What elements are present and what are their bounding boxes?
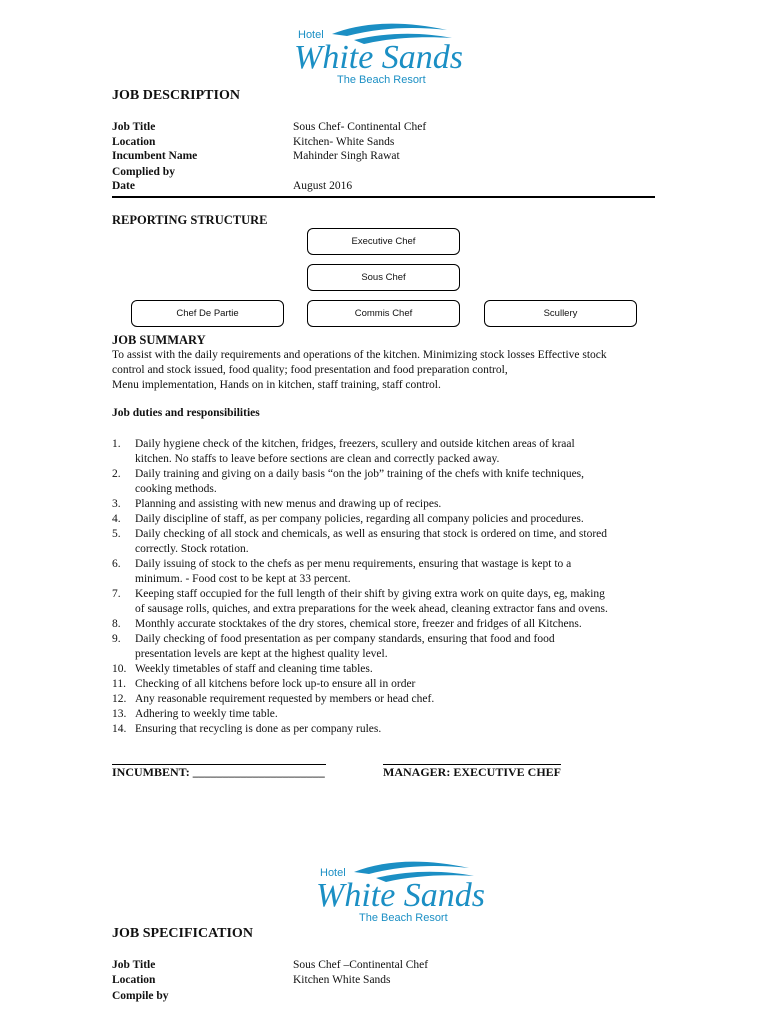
duty-text-line: Planning and assisting with new menus and drawing up of recipes. [135,498,442,510]
logo-hotel-text: Hotel [298,29,324,41]
duty-item [112,662,657,677]
duty-item [112,707,657,722]
duty-number: 10. [112,663,127,675]
duties-list [112,437,657,737]
duty-item [112,677,657,692]
hotel-logo-bottom [314,858,504,928]
logo-tagline-text: The Beach Resort [359,912,448,924]
duty-item [112,722,657,737]
spec-label-job-title: Job Title [112,959,156,971]
org-box-scullery: Scullery [484,300,637,327]
duty-text-line: Weekly timetables of staff and cleaning time tables. [135,663,373,675]
duty-item [112,692,657,707]
duty-text-line: Monthly accurate stocktakes of the dry stores, chemical store, freezer and fridges of all Kitchens. [135,618,582,630]
field-label-job-title: Job Title [112,121,156,133]
duty-text-line: Keeping staff occupied for the full length of their shift by giving extra work on quite days, eg, making [135,588,605,600]
duty-item [112,437,657,467]
duty-text-line: Daily discipline of staff, as per company policies, regarding all company policies and procedures. [135,513,584,525]
summary-line: control and stock issued, food quality; food presentation and food preparation control, [112,364,508,376]
job-description-heading: JOB DESCRIPTION [112,88,240,103]
duty-text-line: Any reasonable requirement requested by members or head chef. [135,693,435,705]
duty-item [112,467,657,497]
duty-text-line: correctly. Stock rotation. [135,543,249,555]
duty-item [112,587,657,617]
duty-text-line: Daily issuing of stock to the chefs as per menu requirements, ensuring that wastage is kept to a [135,558,572,570]
field-value-incumbent: Mahinder Singh Rawat [293,150,400,162]
duty-text-line: Daily hygiene check of the kitchen, fridges, freezers, scullery and outside kitchen areas of kraal [135,438,575,450]
duty-number: 7. [112,588,121,600]
wave-logo-icon [292,20,482,90]
duties-heading: Job duties and responsibilities [112,407,260,419]
field-value-location: Kitchen- White Sands [293,136,395,148]
summary-line: To assist with the daily requirements and operations of the kitchen. Minimizing stock losses Effective stock [112,349,607,361]
duty-text-line: of sausage rolls, quiches, and extra preparations for the week ahead, cleaning extractor fans and ovens. [135,603,608,615]
job-summary-heading: JOB SUMMARY [112,333,206,347]
duty-number: 14. [112,723,127,735]
job-summary-text [112,348,657,393]
duty-number: 13. [112,708,127,720]
duty-number: 8. [112,618,121,630]
duty-number: 2. [112,468,121,480]
field-value-job-title: Sous Chef- Continental Chef [293,121,427,133]
org-box-commis-chef: Commis Chef [307,300,460,327]
field-label-complied-by: Complied by [112,166,175,178]
duty-number: 5. [112,528,121,540]
wave-logo-icon [314,858,504,928]
duty-number: 1. [112,438,121,450]
logo-name-text: White Sands [294,39,464,76]
logo-hotel-text: Hotel [320,867,346,879]
summary-line: Menu implementation, Hands on in kitchen, staff training, staff control. [112,379,441,391]
duty-number: 6. [112,558,121,570]
incumbent-signature-label: INCUMBENT: ______________________ [112,765,325,779]
field-value-date: August 2016 [293,180,353,192]
duty-item [112,557,657,587]
hotel-logo-top [292,20,482,90]
duty-text-line: Daily checking of food presentation as per company standards, ensuring that food and food [135,633,555,645]
manager-signature-label: MANAGER: EXECUTIVE CHEF [383,765,562,779]
duty-item [112,512,657,527]
spec-value-location: Kitchen White Sands [293,974,391,986]
logo-name-text: White Sands [316,877,486,914]
logo-tagline-text: The Beach Resort [337,74,426,86]
duty-number: 3. [112,498,121,510]
job-specification-heading: JOB SPECIFICATION [112,926,253,941]
org-box-executive-chef: Executive Chef [307,228,460,255]
duty-text-line: presentation levels are kept at the highest quality level. [135,648,388,660]
org-box-sous-chef: Sous Chef [307,264,460,291]
spec-value-job-title: Sous Chef –Continental Chef [293,959,429,971]
field-label-date: Date [112,180,135,192]
spec-label-compile-by: Compile by [112,990,169,1002]
reporting-structure-heading: REPORTING STRUCTURE [112,213,268,227]
duty-text-line: Daily training and giving on a daily basis “on the job” training of the chefs with knife techniques, [135,468,585,480]
duty-text-line: cooking methods. [135,483,217,495]
duty-text-line: Ensuring that recycling is done as per company rules. [135,723,382,735]
duty-item [112,617,657,632]
duty-number: 4. [112,513,121,525]
field-label-incumbent: Incumbent Name [112,150,198,162]
duty-item [112,527,657,557]
duty-text-line: Adhering to weekly time table. [135,708,278,720]
duty-text-line: Checking of all kitchens before lock up-to ensure all in order [135,678,416,690]
org-box-chef-de-partie: Chef De Partie [131,300,284,327]
duty-item [112,632,657,662]
duty-number: 12. [112,693,127,705]
duty-text-line: minimum. - Food cost to be kept at 33 percent. [135,573,351,585]
duty-number: 11. [112,678,126,690]
duty-text-line: Daily checking of all stock and chemicals, as well as ensuring that stock is ordered on time, and stored [135,528,608,540]
duty-text-line: kitchen. No staffs to leave before sections are clean and correctly packed away. [135,453,500,465]
duty-number: 9. [112,633,121,645]
spec-label-location: Location [112,974,156,986]
section-divider [112,196,655,198]
duty-item [112,497,657,512]
field-label-location: Location [112,136,156,148]
